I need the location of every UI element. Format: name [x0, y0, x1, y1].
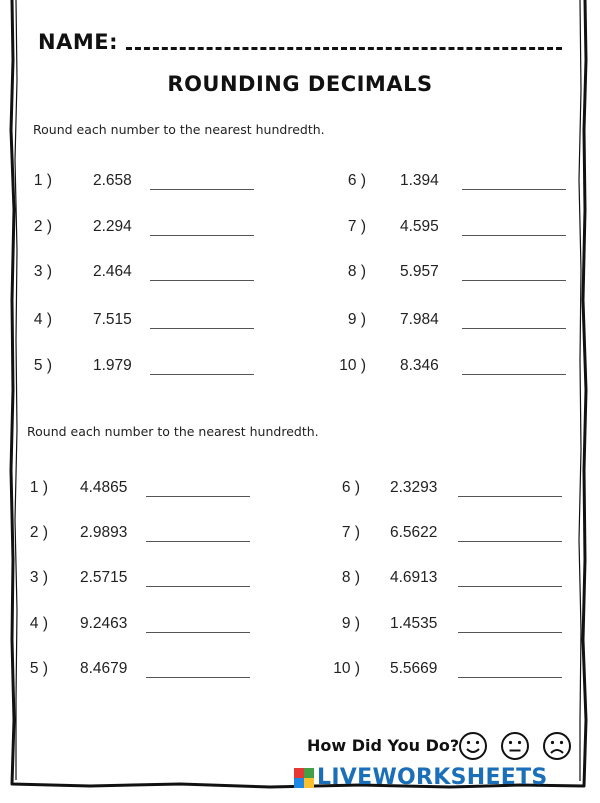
- answer-blank[interactable]: [458, 632, 562, 633]
- logo-text: LIVEWORKSHEETS: [317, 765, 548, 790]
- problem-number: 10 ): [339, 357, 366, 374]
- problem-row: [300, 569, 437, 587]
- problem-value: 7.984: [400, 311, 439, 328]
- problem-row: [310, 172, 439, 190]
- answer-blank[interactable]: [462, 374, 566, 375]
- problem-row: [300, 615, 437, 633]
- answer-blank[interactable]: [146, 586, 250, 587]
- answer-blank[interactable]: [462, 280, 566, 281]
- problem-number: 7 ): [347, 218, 366, 235]
- answer-blank[interactable]: [150, 374, 254, 375]
- problem-number: 5 ): [33, 357, 52, 374]
- problem-number: 9 ): [341, 615, 360, 632]
- worksheet-title: ROUNDING DECIMALS: [167, 72, 433, 96]
- problem-number: 6 ): [347, 172, 366, 189]
- problem-number: 6 ): [341, 479, 360, 496]
- problem-value: 8.4679: [80, 660, 128, 677]
- problem-number: 3 ): [33, 263, 52, 280]
- answer-blank[interactable]: [150, 189, 254, 190]
- problem-number: 4 ): [33, 311, 52, 328]
- problem-row: [310, 263, 439, 281]
- problem-value: 5.5669: [390, 660, 438, 677]
- problem-value: 8.346: [400, 357, 439, 374]
- problem-value: 1.394: [400, 172, 439, 189]
- answer-blank[interactable]: [462, 235, 566, 236]
- name-field[interactable]: [126, 47, 562, 50]
- problem-row: [0, 263, 132, 281]
- problem-value: 2.658: [93, 172, 132, 189]
- problem-row: [0, 479, 127, 497]
- problem-value: 2.5715: [80, 569, 128, 586]
- problem-value: 2.294: [93, 218, 132, 235]
- problem-row: [0, 615, 127, 633]
- how-did-you-do-label: How Did You Do?: [307, 736, 460, 755]
- problem-value: 4.4865: [80, 479, 128, 496]
- name-row: [38, 30, 562, 54]
- problem-number: 3 ): [29, 569, 48, 586]
- problem-row: [0, 357, 132, 375]
- answer-blank[interactable]: [150, 280, 254, 281]
- answer-blank[interactable]: [462, 328, 566, 329]
- section-2-instruction: Round each number to the nearest hundredth.: [27, 424, 319, 439]
- problem-row: [310, 357, 439, 375]
- problem-number: 10 ): [333, 660, 360, 677]
- answer-blank[interactable]: [150, 235, 254, 236]
- problem-row: [0, 524, 127, 542]
- section-1-instruction: Round each number to the nearest hundredth.: [33, 122, 325, 137]
- problem-value: 1.4535: [390, 615, 438, 632]
- problem-row: [0, 218, 132, 236]
- problem-number: 7 ): [341, 524, 360, 541]
- problem-value: 7.515: [93, 311, 132, 328]
- answer-blank[interactable]: [150, 328, 254, 329]
- problem-value: 4.6913: [390, 569, 438, 586]
- problem-value: 1.979: [93, 357, 132, 374]
- problem-row: [0, 311, 132, 329]
- problem-number: 4 ): [29, 615, 48, 632]
- problem-number: 2 ): [29, 524, 48, 541]
- logo-badge-icon: [294, 768, 314, 788]
- happy-face-icon[interactable]: [458, 731, 488, 761]
- problem-row: [300, 479, 437, 497]
- sad-face-icon[interactable]: [542, 731, 572, 761]
- answer-blank[interactable]: [462, 189, 566, 190]
- problem-row: [300, 524, 437, 542]
- problem-number: 1 ): [29, 479, 48, 496]
- problem-number: 8 ): [341, 569, 360, 586]
- answer-blank[interactable]: [458, 496, 562, 497]
- answer-blank[interactable]: [458, 677, 562, 678]
- answer-blank[interactable]: [146, 677, 250, 678]
- problem-value: 5.957: [400, 263, 439, 280]
- problem-number: 2 ): [33, 218, 52, 235]
- answer-blank[interactable]: [146, 496, 250, 497]
- problem-row: [310, 218, 439, 236]
- problem-value: 6.5622: [390, 524, 438, 541]
- problem-row: [310, 311, 439, 329]
- problem-value: 4.595: [400, 218, 439, 235]
- problem-number: 5 ): [29, 660, 48, 677]
- neutral-face-icon[interactable]: [500, 731, 530, 761]
- answer-blank[interactable]: [146, 632, 250, 633]
- liveworksheets-logo[interactable]: [294, 765, 548, 790]
- problem-row: [0, 172, 132, 190]
- problem-value: 2.3293: [390, 479, 438, 496]
- problem-row: [0, 569, 127, 587]
- problem-number: 1 ): [33, 172, 52, 189]
- answer-blank[interactable]: [458, 541, 562, 542]
- problem-value: 2.464: [93, 263, 132, 280]
- problem-number: 8 ): [347, 263, 366, 280]
- problem-value: 9.2463: [80, 615, 128, 632]
- problem-row: [0, 660, 127, 678]
- name-label: NAME:: [38, 30, 118, 54]
- answer-blank[interactable]: [146, 541, 250, 542]
- problem-number: 9 ): [347, 311, 366, 328]
- problem-value: 2.9893: [80, 524, 128, 541]
- answer-blank[interactable]: [458, 586, 562, 587]
- problem-row: [300, 660, 437, 678]
